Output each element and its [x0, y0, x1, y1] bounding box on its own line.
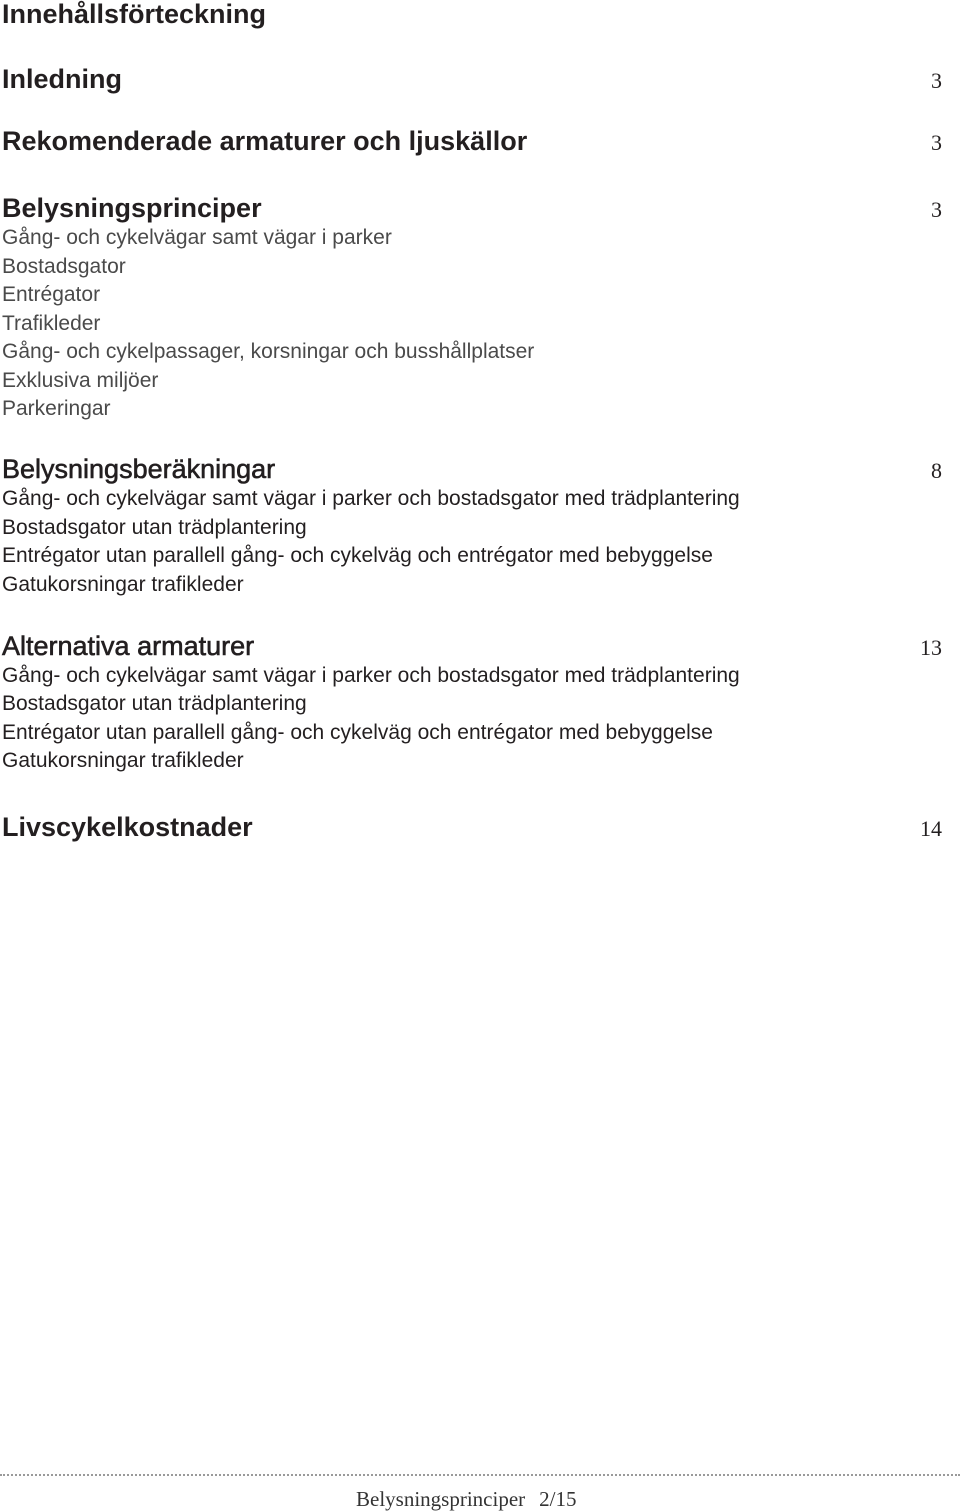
toc-page-livscykelkostnader: 14: [920, 816, 942, 841]
toc-heading-belysningsprinciper[interactable]: Belysningsprinciper: [2, 193, 262, 223]
toc-subitem[interactable]: Bostadsgator: [2, 255, 126, 278]
toc-subitem[interactable]: Bostadsgator utan trädplantering: [2, 516, 307, 539]
toc-subitem[interactable]: Gång- och cykelvägar samt vägar i parker och bostadsgator med trädplantering: [2, 487, 740, 510]
footer-section-title: Belysningsprinciper: [356, 1487, 526, 1511]
toc-heading-belysningsberakningar[interactable]: Belysningsberäkningar: [2, 454, 276, 484]
toc-page-belysningsprinciper: 3: [931, 197, 942, 222]
toc-heading-inledning[interactable]: Inledning: [2, 64, 122, 94]
toc-subitem[interactable]: Bostadsgator utan trädplantering: [2, 692, 307, 715]
toc-subitem[interactable]: Gång- och cykelpassager, korsningar och busshållplatser: [2, 340, 535, 363]
toc-page-inledning: 3: [931, 68, 942, 93]
toc-subitem[interactable]: Gatukorsningar trafikleder: [2, 573, 244, 596]
toc-subitem[interactable]: Gatukorsningar trafikleder: [2, 749, 244, 772]
toc-subitem[interactable]: Exklusiva miljöer: [2, 369, 159, 392]
document-title: Innehållsförteckning: [2, 0, 267, 29]
toc-subitem[interactable]: Gång- och cykelvägar samt vägar i parker och bostadsgator med trädplantering: [2, 664, 740, 687]
toc-subitem[interactable]: Entrégator utan parallell gång- och cykelväg och entrégator med bebyggelse: [2, 544, 713, 567]
toc-subitem[interactable]: Trafikleder: [2, 312, 101, 335]
footer-divider: [0, 1474, 960, 1476]
toc-heading-livscykelkostnader[interactable]: Livscykelkostnader: [2, 812, 253, 842]
footer-page-indicator: 2/15: [539, 1487, 577, 1511]
toc-subitem[interactable]: Entrégator: [2, 283, 101, 306]
toc-page-belysningsberakningar: 8: [931, 458, 942, 483]
toc-heading-rekomenderade-armaturer[interactable]: Rekomenderade armaturer och ljuskällor: [2, 126, 528, 156]
toc-subitem[interactable]: Entrégator utan parallell gång- och cykelväg och entrégator med bebyggelse: [2, 721, 713, 744]
toc-page-alternativa-armaturer: 13: [920, 635, 942, 660]
toc-subitem[interactable]: Gång- och cykelvägar samt vägar i parker: [2, 226, 392, 249]
toc-heading-alternativa-armaturer[interactable]: Alternativa armaturer: [2, 631, 255, 661]
page-footer: [356, 1486, 590, 1512]
toc-subitem[interactable]: Parkeringar: [2, 397, 111, 420]
toc-page-rekomenderade-armaturer: 3: [931, 130, 942, 155]
